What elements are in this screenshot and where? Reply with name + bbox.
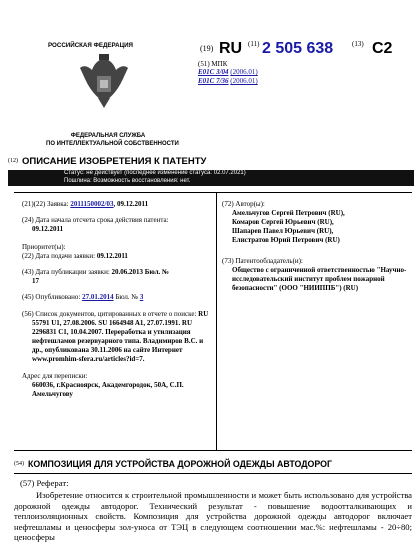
column-divider	[216, 192, 217, 450]
address-text: 660036, г.Красноярск, Академгородок, 50А, С.П. Амельчугову	[32, 381, 184, 398]
application-date: , 09.12.2011	[113, 200, 149, 208]
code-19: (19)	[200, 44, 214, 53]
published-line	[22, 293, 212, 302]
term-start-label: (24) Дата начала отсчета срока действия патента:	[22, 216, 169, 224]
priority-label: Приоритет(ы):	[22, 243, 66, 251]
application-publication-line	[22, 268, 212, 277]
published-label: (45) Опубликовано:	[22, 293, 81, 301]
author-item: Комаров Сергей Юрьевич (RU),	[232, 218, 334, 226]
ipc-item	[198, 68, 258, 77]
abstract-label: (57) Реферат:	[20, 478, 69, 488]
agency-line-2: ПО ИНТЕЛЛЕКТУАЛЬНОЙ СОБСТВЕННОСТИ	[46, 141, 179, 147]
ipc-list	[198, 68, 258, 86]
coat-of-arms-icon	[78, 52, 130, 110]
ipc-item	[198, 77, 258, 86]
right-column	[222, 200, 410, 293]
application-publication-label: (43) Дата публикации заявки:	[22, 268, 110, 276]
agency-line-1: ФЕДЕРАЛЬНАЯ СЛУЖБА	[70, 133, 146, 139]
application-number-link[interactable]: 2011150002/03	[70, 200, 114, 208]
author-item: Амельчугов Сергей Петрович (RU),	[232, 209, 345, 217]
cited-label: (56) Список документов, цитированных в отчете о поиске:	[22, 310, 197, 318]
left-column	[22, 200, 212, 399]
code-13: (13)	[352, 40, 364, 48]
application-publication-number: 17	[32, 277, 39, 285]
filing-line	[22, 252, 212, 261]
divider	[14, 473, 412, 474]
ipc-code-link[interactable]: E01C 7/36	[198, 77, 229, 85]
term-start-date: 09.12.2011	[32, 225, 64, 233]
ipc-date[interactable]: (2006.01)	[230, 68, 258, 76]
country-name: РОССИЙСКАЯ ФЕДЕРАЦИЯ	[48, 42, 133, 49]
authors-list	[222, 209, 410, 245]
status-text: Статус: не действует (последнее изменение статуса: 02.07.2021)	[64, 170, 246, 176]
code-54: (54)	[14, 461, 24, 467]
author-item: Шапарев Павел Юрьевич (RU),	[232, 227, 334, 235]
bulletin-label: Бюл. №	[113, 293, 139, 301]
authors-label: (72) Автор(ы):	[222, 200, 265, 208]
status-bar	[8, 170, 414, 178]
application-publication-value: 20.06.2013 Бюл. №	[111, 268, 170, 276]
cited-documents	[22, 310, 212, 364]
bulletin-number-link[interactable]: 3	[139, 293, 144, 301]
cited-text: RU 55791 U1, 27.08.2006. SU 1664948 A1, 27.07.1991. RU 2296831 C1, 10.04.2007. Переработка и утилизация нефтешламов резервуарного типа. Владимиров В.С. и др., опубликована 30.11.2006 на сайте Интернет www.promhim-sfera.ru/articles?id=7.	[32, 310, 209, 363]
fee-text: Пошлина: Возможность восстановления: нет.	[64, 178, 191, 184]
owner-label: (73) Патентообладатель(и):	[222, 257, 303, 265]
code-12: (12)	[8, 158, 18, 164]
owner-text: Общество с ограниченной ответственностью "Научно-исследовательский институт проблем пожарной безопасности" (ООО "НИИППБ") (RU)	[232, 266, 407, 292]
filing-label: (22) Дата подачи заявки:	[22, 252, 96, 260]
ipc-date[interactable]: (2006.01)	[230, 77, 258, 85]
abstract-text: Изобретение относится к строительной промышленности и может быть использовано для устройства дорожной одежды автодорог. Технический результат - повышение водоотталкивающих и теплоизоляционных свойств. Композиция для устройства дорожной одежды автодорог включает нефтешламы и ценосферы зол-уноса от ТЭЦ в следующем соотношении мас.%: нефтешламы - 20÷80; ценосферы	[14, 490, 412, 542]
published-date-link[interactable]: 27.01.2014	[82, 293, 114, 301]
application-line	[22, 200, 212, 209]
country-code: RU	[219, 40, 243, 57]
divider	[14, 192, 412, 193]
code-11: (11)	[248, 40, 260, 48]
agency-name	[46, 132, 179, 148]
ipc-code-link[interactable]: E01C 3/04	[198, 68, 229, 76]
patent-number-link[interactable]: 2 505 638	[262, 40, 334, 57]
author-item: Елистратов Юрий Петрович (RU)	[232, 236, 340, 244]
address-label: Адрес для переписки:	[22, 372, 88, 380]
filing-date: 09.12.2011	[96, 252, 128, 260]
document-type: ОПИСАНИЕ ИЗОБРЕТЕНИЯ К ПАТЕНТУ	[22, 156, 207, 167]
invention-title: КОМПОЗИЦИЯ ДЛЯ УСТРОЙСТВА ДОРОЖНОЙ ОДЕЖДЫ АВТОДОРОГ	[28, 459, 332, 469]
divider	[14, 450, 412, 451]
application-label: (21)(22) Заявка:	[22, 200, 69, 208]
ipc-label: (51) МПК	[198, 60, 228, 68]
fee-bar	[8, 178, 414, 186]
kind-code: C2	[372, 40, 393, 57]
